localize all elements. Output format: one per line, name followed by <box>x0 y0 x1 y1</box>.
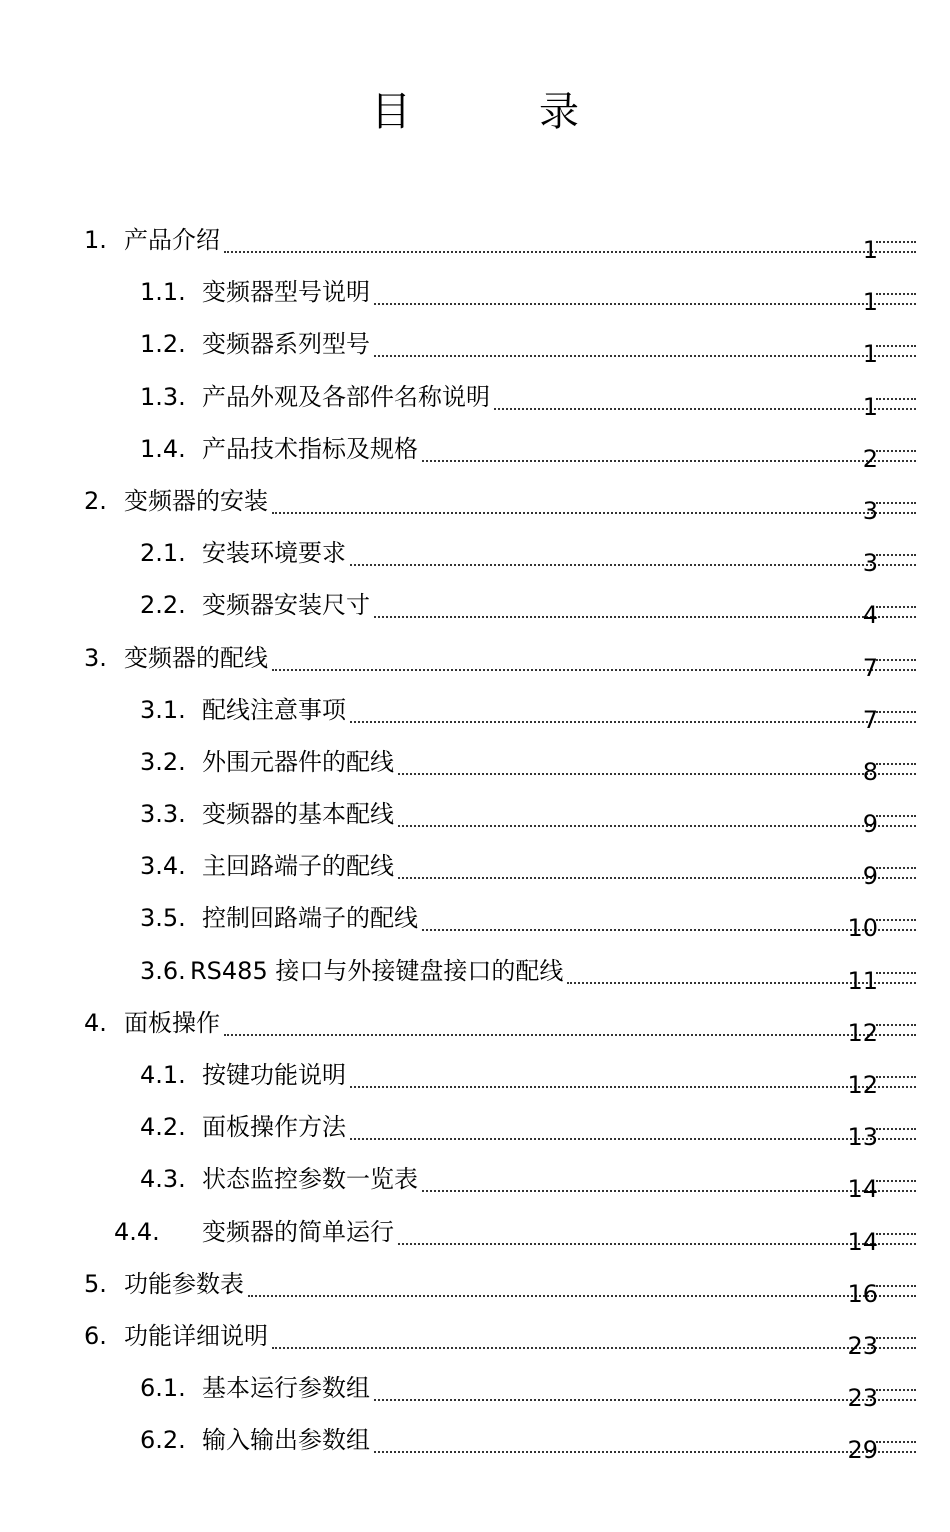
toc-section-title: 产品技术指标及规格 <box>202 434 418 463</box>
toc-section-number: 1.4. <box>140 434 186 463</box>
toc-entry-text <box>84 999 916 1047</box>
toc-dot-leader <box>272 512 916 514</box>
toc-section-title: 变频器的简单运行 <box>202 1217 394 1246</box>
toc-section-number: 5. <box>84 1269 107 1298</box>
toc-page-number: 12 <box>847 1071 878 1099</box>
toc-entry-text <box>140 581 916 629</box>
toc-dot-leader-trailing <box>876 345 916 347</box>
toc-dot-leader-trailing <box>876 867 916 869</box>
toc-entry-text <box>84 477 916 525</box>
toc-entry-text <box>140 1155 916 1203</box>
toc-dot-leader-trailing <box>876 398 916 400</box>
toc-page-number: 16 <box>847 1279 878 1308</box>
toc-page-number: 23 <box>847 1331 878 1360</box>
toc-entry-text <box>114 1208 916 1256</box>
toc-entry[interactable] <box>0 268 950 320</box>
toc-entry[interactable] <box>0 686 950 738</box>
toc-section-number: 2.1. <box>140 539 186 568</box>
toc-dot-leader <box>224 1034 916 1036</box>
toc-page-number: 23 <box>847 1384 878 1413</box>
toc-section-title: 变频器的基本配线 <box>202 800 394 829</box>
toc-entry[interactable] <box>0 1103 950 1155</box>
toc-dot-leader-trailing <box>876 815 916 817</box>
toc-entry[interactable] <box>0 1416 950 1468</box>
toc-entry[interactable] <box>0 477 950 529</box>
toc-section-title: 按键功能说明 <box>202 1061 346 1089</box>
toc-entry[interactable] <box>0 1364 950 1416</box>
toc-section-title: 基本运行参数组 <box>202 1374 370 1403</box>
toc-entry-text <box>140 425 916 473</box>
toc-page-number: 11 <box>847 966 878 995</box>
toc-dot-leader-trailing <box>876 972 916 974</box>
toc-entry-text <box>140 373 916 421</box>
toc-entry-text <box>140 790 916 838</box>
toc-section-title: 面板操作 <box>124 1008 220 1037</box>
toc-page-number: 8 <box>862 757 878 786</box>
toc-section-title: 产品外观及各部件名称说明 <box>202 382 490 411</box>
toc-section-title: 变频器型号说明 <box>202 278 370 307</box>
toc-entry[interactable] <box>0 1260 950 1312</box>
toc-dot-leader-trailing <box>876 1024 916 1026</box>
toc-entry-text <box>140 738 916 786</box>
toc-dot-leader <box>398 825 916 827</box>
toc-page-number: 7 <box>862 653 878 682</box>
toc-dot-leader <box>374 355 916 357</box>
toc-entry[interactable] <box>0 1155 950 1207</box>
table-of-contents <box>0 216 950 1469</box>
toc-dot-leader-trailing <box>876 241 916 243</box>
toc-entry[interactable] <box>0 529 950 581</box>
toc-dot-leader <box>350 721 916 723</box>
toc-entry[interactable] <box>0 634 950 686</box>
toc-section-title: 面板操作方法 <box>202 1113 346 1142</box>
toc-entry-text <box>140 842 916 890</box>
toc-dot-leader-trailing <box>876 1389 916 1391</box>
toc-page-number: 14 <box>847 1175 878 1204</box>
toc-section-number: 3.5. <box>140 904 186 933</box>
toc-entry[interactable] <box>0 373 950 425</box>
toc-entry[interactable] <box>0 1051 950 1103</box>
toc-section-number: 6.2. <box>140 1426 186 1455</box>
toc-section-number: 3.3. <box>140 800 186 829</box>
toc-page-number: 9 <box>862 862 878 891</box>
toc-entry-text <box>140 1051 916 1099</box>
toc-entry[interactable] <box>0 1312 950 1364</box>
toc-dot-leader-trailing <box>876 659 916 661</box>
toc-section-number: 3.6. <box>140 956 186 985</box>
toc-entry[interactable] <box>0 581 950 633</box>
toc-page-number: 10 <box>847 914 878 943</box>
toc-section-number: 4. <box>84 1008 107 1037</box>
toc-entry[interactable] <box>0 790 950 842</box>
toc-entry[interactable] <box>0 999 950 1051</box>
toc-section-number: 4.2. <box>140 1113 186 1142</box>
toc-section-title: 控制回路端子的配线 <box>202 904 418 933</box>
toc-page-number: 12 <box>847 1018 878 1047</box>
toc-dot-leader <box>398 773 916 775</box>
toc-dot-leader <box>422 460 916 462</box>
toc-page-number: 14 <box>847 1227 878 1256</box>
toc-section-title: 产品介绍 <box>124 226 220 254</box>
toc-dot-leader <box>224 251 916 253</box>
toc-dot-leader <box>398 1243 916 1245</box>
toc-page-number: 1 <box>862 236 878 264</box>
toc-dot-leader-trailing <box>876 450 916 452</box>
toc-section-title: 功能参数表 <box>124 1269 244 1298</box>
toc-dot-leader <box>248 1295 916 1297</box>
toc-section-number: 1.3. <box>140 382 186 411</box>
toc-dot-leader <box>494 408 916 410</box>
toc-page-number: 7 <box>862 705 878 734</box>
toc-dot-leader <box>272 1347 916 1349</box>
toc-section-number: 4.1. <box>140 1061 186 1089</box>
toc-dot-leader-trailing <box>876 919 916 921</box>
toc-entry-text <box>140 1364 916 1412</box>
toc-dot-leader-trailing <box>876 1180 916 1182</box>
toc-entry[interactable] <box>0 947 950 999</box>
toc-section-number: 3.2. <box>140 747 186 776</box>
toc-page-number: 4 <box>862 601 878 630</box>
toc-dot-leader-trailing <box>876 502 916 504</box>
toc-dot-leader-trailing <box>876 1337 916 1339</box>
toc-entry-text <box>140 268 916 316</box>
toc-entry-text <box>84 1260 916 1308</box>
toc-page-number: 3 <box>862 496 878 525</box>
toc-entry[interactable] <box>0 842 950 894</box>
toc-page-number: 1 <box>862 392 878 421</box>
toc-section-title: 安装环境要求 <box>202 539 346 568</box>
toc-entry-text <box>84 634 916 682</box>
toc-dot-leader <box>374 303 916 305</box>
toc-page-number: 2 <box>862 444 878 473</box>
toc-dot-leader <box>422 929 916 931</box>
toc-section-number: 6.1. <box>140 1374 186 1403</box>
toc-dot-leader-trailing <box>876 763 916 765</box>
toc-section-title: 变频器的配线 <box>124 643 268 672</box>
toc-dot-leader-trailing <box>876 1441 916 1443</box>
toc-dot-leader <box>422 1190 916 1192</box>
toc-dot-leader <box>350 1138 916 1140</box>
toc-section-title: 变频器系列型号 <box>202 330 370 359</box>
toc-dot-leader <box>374 1451 916 1453</box>
toc-dot-leader <box>272 669 916 671</box>
toc-entry-text <box>140 1103 916 1151</box>
toc-dot-leader <box>374 1399 916 1401</box>
toc-entry[interactable] <box>0 216 950 268</box>
toc-page-number: 29 <box>847 1436 878 1465</box>
toc-entry-text <box>140 320 916 368</box>
toc-dot-leader <box>350 564 916 566</box>
toc-page-number: 3 <box>862 549 878 578</box>
toc-dot-leader <box>374 616 916 618</box>
toc-page-number: 9 <box>862 810 878 839</box>
toc-section-number: 1.1. <box>140 278 186 307</box>
toc-entry[interactable] <box>0 425 950 477</box>
toc-entry-text <box>140 686 916 734</box>
page-title: 目 录 <box>371 89 623 135</box>
toc-section-number: 6. <box>84 1321 107 1350</box>
toc-dot-leader-trailing <box>876 1233 916 1235</box>
toc-entry[interactable] <box>0 1208 950 1260</box>
toc-dot-leader <box>398 877 916 879</box>
toc-entry-text <box>140 529 916 577</box>
toc-section-title: 输入输出参数组 <box>202 1426 370 1455</box>
toc-section-number: 3.4. <box>140 852 186 881</box>
toc-section-title: 外围元器件的配线 <box>202 747 394 776</box>
toc-section-title: 变频器安装尺寸 <box>202 591 370 620</box>
toc-section-number: 2.2. <box>140 591 186 620</box>
toc-dot-leader-trailing <box>876 711 916 713</box>
toc-dot-leader-trailing <box>876 1285 916 1287</box>
toc-dot-leader-trailing <box>876 606 916 608</box>
toc-section-title: 状态监控参数一览表 <box>202 1165 418 1194</box>
toc-section-number: 1.2. <box>140 330 186 359</box>
toc-entry[interactable] <box>0 738 950 790</box>
toc-section-number: 4.3. <box>140 1165 186 1194</box>
toc-entry[interactable] <box>0 320 950 372</box>
toc-section-number: 3. <box>84 643 107 672</box>
toc-entry-text <box>140 894 916 942</box>
toc-page-number: 13 <box>847 1123 878 1152</box>
toc-section-title: 功能详细说明 <box>124 1321 268 1350</box>
toc-page-number: 1 <box>862 340 878 369</box>
toc-entry-text <box>140 947 916 995</box>
toc-section-number: 2. <box>84 486 107 515</box>
toc-section-title: RS485 接口与外接键盘接口的配线 <box>190 956 564 985</box>
toc-section-title: 变频器的安装 <box>124 486 268 515</box>
toc-section-number: 1. <box>84 226 107 254</box>
toc-dot-leader-trailing <box>876 1128 916 1130</box>
toc-dot-leader-trailing <box>876 554 916 556</box>
toc-page-number: 1 <box>862 288 878 317</box>
toc-dot-leader-trailing <box>876 1076 916 1078</box>
toc-entry-text <box>84 1312 916 1360</box>
toc-dot-leader <box>350 1086 916 1088</box>
toc-entry[interactable] <box>0 894 950 946</box>
toc-entry-text <box>140 1416 916 1464</box>
toc-entry-text <box>84 216 916 264</box>
toc-section-number: 4.4. <box>114 1217 160 1246</box>
toc-section-title: 配线注意事项 <box>202 695 346 724</box>
toc-section-number: 3.1. <box>140 695 186 724</box>
toc-section-title: 主回路端子的配线 <box>202 852 394 881</box>
toc-dot-leader-trailing <box>876 293 916 295</box>
